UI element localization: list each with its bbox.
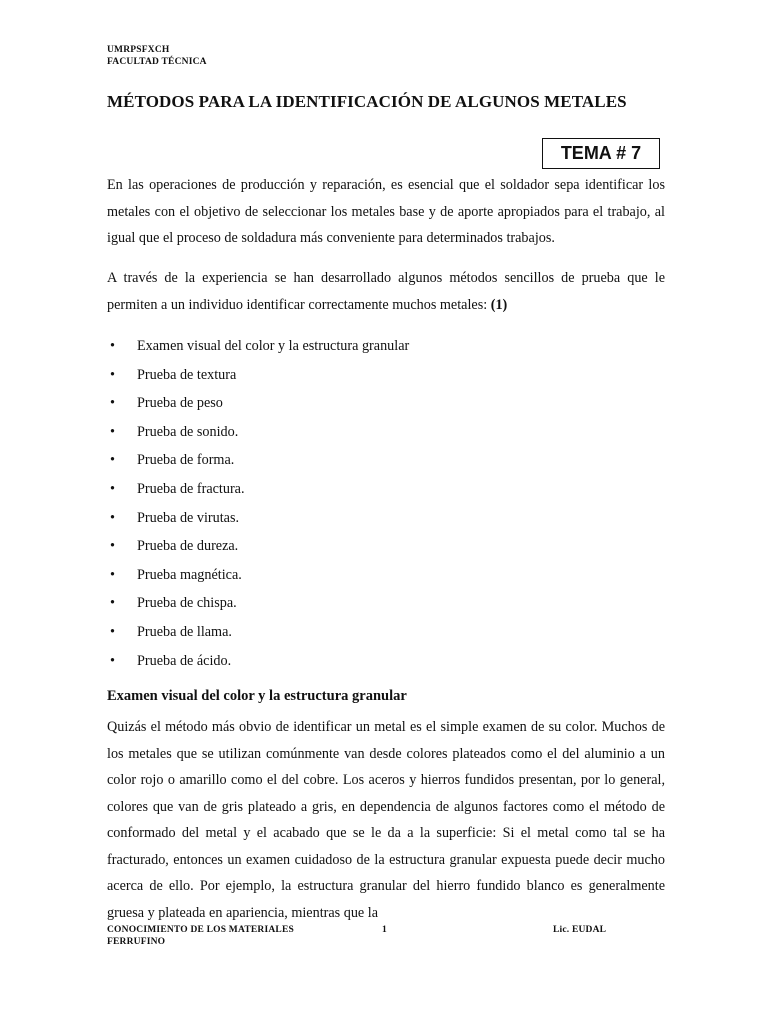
list-item xyxy=(107,504,409,533)
list-item xyxy=(107,446,409,475)
list-item xyxy=(107,589,409,618)
section-body: Quizás el método más obvio de identificar un metal es el simple examen de su color. Muchos de los metales que se utilizan comúnmente van desde colores plateados como el del aluminio a un color rojo o amarillo como el del cobre. Los aceros y hierros fundidos presentan, por lo general, colores que van de gris plateado a gris, en dependencia de algunos factores como el método de conformado del metal y el acabado que se le da a la superficie: Si el metal como tal se ha fracturado, entonces un examen cuidadoso de la estructura granular expuesta puede decir mucho acerca de ello. Por ejemplo, la estructura granular del hierro fundido blanco es generalmente gruesa y plateada en apariencia, mientras que la xyxy=(107,719,665,921)
methods-list xyxy=(107,332,409,675)
bullet-icon: • xyxy=(110,595,115,612)
methods-paragraph-text: A través de la experiencia se han desarrollado algunos métodos sencillos de prueba que le permiten a un individuo identificar correctamente muchos metales: xyxy=(107,270,665,313)
list-item xyxy=(107,332,409,361)
bullet-icon: • xyxy=(110,366,115,383)
bullet-icon: • xyxy=(110,623,115,640)
bullet-icon: • xyxy=(110,423,115,440)
document-title: MÉTODOS PARA LA IDENTIFICACIÓN DE ALGUNOS METALES xyxy=(107,92,627,111)
list-item-label: Prueba de peso xyxy=(137,395,223,412)
list-item-label: Prueba de sonido. xyxy=(137,423,239,440)
list-item xyxy=(107,561,409,590)
footer-left: CONOCIMIENTO DE LOS MATERIALES FERRUFINO xyxy=(107,925,294,947)
list-item-label: Prueba de dureza. xyxy=(137,538,239,555)
list-item-label: Prueba de fractura. xyxy=(137,480,245,497)
page-number: 1 xyxy=(382,925,387,935)
list-item xyxy=(107,618,409,647)
page-header xyxy=(107,44,207,68)
section-heading: Examen visual del color y la estructura granular xyxy=(107,688,407,704)
bullet-icon: • xyxy=(110,652,115,669)
bullet-icon: • xyxy=(110,538,115,555)
list-item xyxy=(107,361,409,390)
reference-marker: (1) xyxy=(490,296,508,313)
bullet-icon: • xyxy=(110,566,115,583)
list-item xyxy=(107,418,409,447)
footer-author: Lic. EUDAL xyxy=(553,925,607,935)
list-item-label: Prueba de textura xyxy=(137,366,237,383)
tema-box: TEMA # 7 xyxy=(542,138,660,169)
list-item xyxy=(107,389,409,418)
intro-paragraph: En las operaciones de producción y reparación, es esencial que el soldador sepa identificar los metales con el objetivo de seleccionar los metales base y de aporte apropiados para el trabajo, al igual que el proceso de soldadura más conveniente para determinados trabajos. xyxy=(107,177,665,246)
bullet-icon: • xyxy=(110,338,115,354)
bullet-icon: • xyxy=(110,395,115,412)
bullet-icon: • xyxy=(110,452,115,469)
header-faculty: FACULTAD TÉCNICA xyxy=(107,57,207,67)
list-item xyxy=(107,532,409,561)
bullet-icon: • xyxy=(110,509,115,526)
list-item-label: Prueba de llama. xyxy=(137,623,232,640)
list-item-label: Examen visual del color y la estructura granular xyxy=(137,338,410,354)
list-item-label: Prueba de forma. xyxy=(137,452,235,469)
list-item xyxy=(107,647,409,676)
list-item-label: Prueba de ácido. xyxy=(137,652,232,669)
list-item-label: Prueba de virutas. xyxy=(137,509,240,526)
list-item xyxy=(107,475,409,504)
bullet-icon: • xyxy=(110,480,115,497)
methods-paragraph xyxy=(107,265,665,318)
list-item-label: Prueba magnética. xyxy=(137,566,242,583)
list-item-label: Prueba de chispa. xyxy=(137,595,237,612)
header-university: UMRPSFXCH xyxy=(107,45,170,55)
